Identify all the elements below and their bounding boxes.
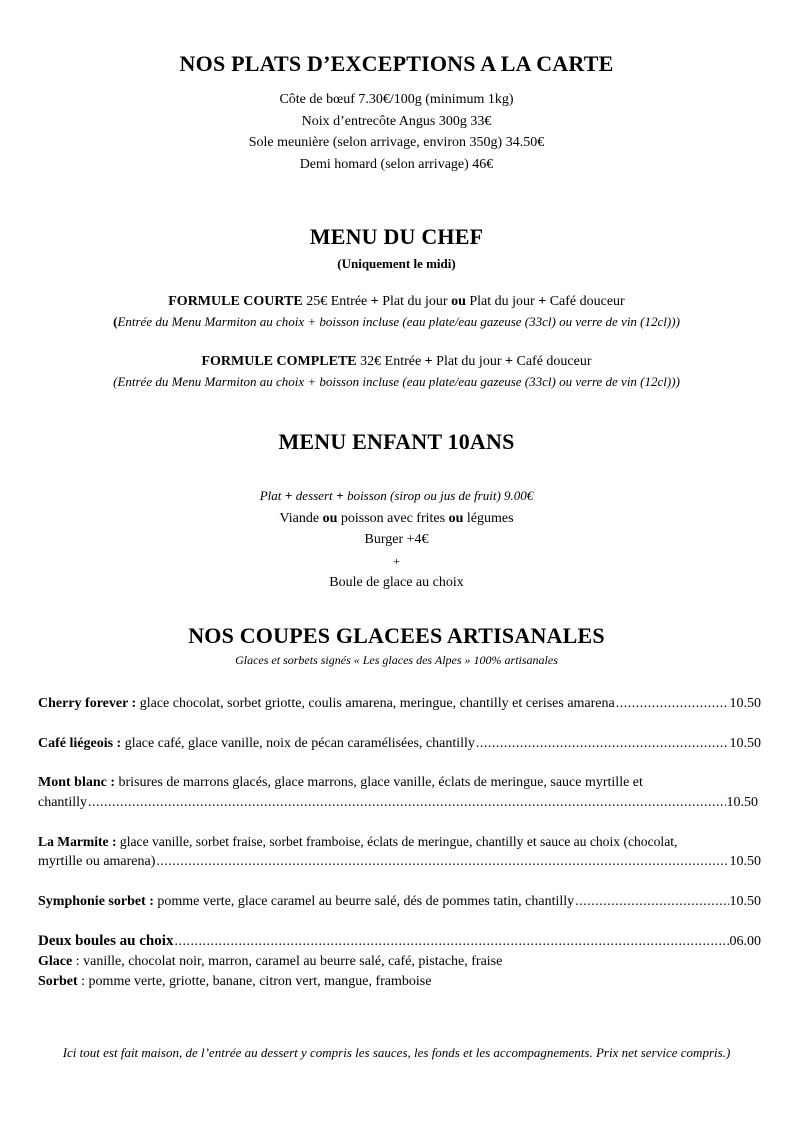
sorbet-list: : pomme verte, griotte, banane, citron vert, mangue, framboise <box>81 974 432 989</box>
dot-leader <box>616 694 729 714</box>
coupe-name: Cherry forever : <box>38 696 137 711</box>
deux-boules <box>38 931 761 992</box>
coupe-price: 10.50 <box>726 795 758 810</box>
formule-complete-p3: Café douceur <box>516 354 592 369</box>
coupe-desc: glace café, glace vanille, noix de pécan caramélisées, chantilly <box>124 736 475 751</box>
coupes-title: NOS COUPES GLACEES ARTISANALES <box>188 623 605 648</box>
dot-leader <box>575 892 728 912</box>
open-paren: ( <box>113 374 118 389</box>
dot-leader <box>156 852 728 872</box>
enfant-line-1 <box>0 485 793 508</box>
coupe-item <box>38 892 761 912</box>
coupe-name: Symphonie sorbet : <box>38 894 154 909</box>
exceptions-title: NOS PLATS D’EXCEPTIONS A LA CARTE <box>179 51 614 76</box>
exceptions-item: Demi homard (selon arrivage) 46€ <box>299 156 494 172</box>
coupe-name: Mont blanc : <box>38 775 115 790</box>
sorbet-label: Sorbet <box>38 974 78 989</box>
enfant-burger: Burger +4€ <box>364 532 429 547</box>
enfant-section <box>0 429 793 594</box>
enfant-title: MENU ENFANT 10ANS <box>278 429 515 454</box>
close-paren: ) <box>675 374 680 389</box>
deux-boules-price: 06.00 <box>729 934 761 949</box>
coupe-desc: pomme verte, glace caramel au beurre salé, dés de pommes tatin, chantilly <box>157 894 575 909</box>
enfant-dessert: dessert <box>295 488 333 503</box>
plus-sign: + <box>538 294 547 309</box>
dot-leader <box>174 932 728 952</box>
close-paren: ) <box>725 1045 731 1060</box>
exceptions-section <box>0 51 793 175</box>
dot-leader <box>476 734 729 754</box>
formule-courte-price: 25€ <box>306 294 328 309</box>
formule-complete-p1: Entrée <box>384 354 422 369</box>
open-paren: ( <box>113 314 118 329</box>
formule-complete-note <box>0 372 793 392</box>
formule-complete-price: 32€ <box>360 354 382 369</box>
coupe-desc: glace chocolat, sorbet griotte, coulis amarena, meringue, chantilly et cerises amarena <box>139 696 615 711</box>
formule-complete-note-text: Entrée du Menu Marmiton au choix + boisson incluse (eau plate/eau gazeuse (33cl) ou verre de vin (12cl)) <box>117 374 676 389</box>
coupe-item <box>38 773 761 813</box>
coupe-price: 10.50 <box>729 736 761 751</box>
formule-complete-p2: Plat du jour <box>436 354 502 369</box>
formule-courte-p1: Entrée <box>330 294 368 309</box>
plus-sign: + <box>424 354 433 369</box>
coupe-name: Café liégeois : <box>38 736 122 751</box>
enfant-legumes: légumes <box>466 510 514 526</box>
enfant-boisson: boisson (sirop ou jus de fruit) 9.00€ <box>347 488 534 503</box>
plus-sign: + <box>393 553 400 568</box>
chef-subtitle: (Uniquement le midi) <box>337 256 456 271</box>
plus-sign: + <box>370 294 379 309</box>
formule-complete-name: FORMULE COMPLETE <box>201 354 357 369</box>
formule-courte-p2: Plat du jour <box>382 294 448 309</box>
enfant-poisson: poisson avec frites <box>340 510 446 526</box>
coupe-desc-cont: myrtille ou amarena) <box>38 854 156 869</box>
glace-list: : vanille, chocolat noir, marron, caramel au beurre salé, café, pistache, fraise <box>75 954 503 969</box>
enfant-line-2 <box>0 508 793 530</box>
coupes-subtitle: Glaces et sorbets signés « Les glaces des Alpes » 100% artisanales <box>235 653 558 667</box>
ou-word: ou <box>322 510 338 526</box>
formule-courte-p4: Café douceur <box>549 294 625 309</box>
coupe-desc: brisures de marrons glacés, glace marrons, glace vanille, éclats de meringue, sauce myrtille et <box>118 775 643 790</box>
formule-courte-name: FORMULE COURTE <box>168 294 303 309</box>
formule-courte-p3: Plat du jour <box>469 294 535 309</box>
dot-leader <box>88 793 726 813</box>
exceptions-item: Côte de bœuf 7.30€/100g (minimum 1kg) <box>279 92 514 107</box>
enfant-glace: Boule de glace au choix <box>329 575 464 590</box>
coupe-item <box>38 734 761 754</box>
enfant-plat: Plat <box>259 488 282 503</box>
plus-sign: + <box>336 488 344 503</box>
coupe-item <box>38 832 761 872</box>
ou-word: ou <box>448 510 464 526</box>
ou-word: ou <box>451 294 466 309</box>
footer-note: Ici tout est fait maison, de l’entrée au dessert y compris les sauces, les fonds et les accompagnements. Prix net service compris.) <box>62 1045 731 1060</box>
chef-section <box>0 224 793 392</box>
coupe-name: La Marmite : <box>38 834 117 849</box>
coupes-section <box>0 623 793 668</box>
enfant-viande: Viande <box>279 510 320 526</box>
formule-courte-note <box>0 312 793 332</box>
exceptions-item: Sole meunière (selon arrivage, environ 350g) 34.50€ <box>248 135 545 150</box>
glace-label: Glace <box>38 954 73 969</box>
formule-courte-note-text: Entrée du Menu Marmiton au choix + boisson incluse (eau plate/eau gazeuse (33cl) ou verre de vin (12cl)) <box>117 314 676 329</box>
coupe-desc: glace vanille, sorbet fraise, sorbet framboise, éclats de meringue, chantilly et sauce au choix (chocolat, <box>119 834 678 849</box>
deux-boules-name: Deux boules au choix <box>38 933 174 949</box>
formule-complete <box>0 352 793 372</box>
coupe-item <box>38 694 761 714</box>
coupe-desc-cont: chantilly <box>38 795 87 810</box>
plus-sign: + <box>505 354 513 369</box>
coupe-price: 10.50 <box>729 696 761 711</box>
plus-sign: + <box>284 488 293 503</box>
coupe-price: 10.50 <box>729 894 761 909</box>
exceptions-item: Noix d’entrecôte Angus 300g 33€ <box>301 113 492 129</box>
close-paren: ) <box>675 314 680 329</box>
chef-title: MENU DU CHEF <box>309 224 484 249</box>
coupe-price: 10.50 <box>729 854 761 869</box>
formule-courte <box>0 292 793 312</box>
